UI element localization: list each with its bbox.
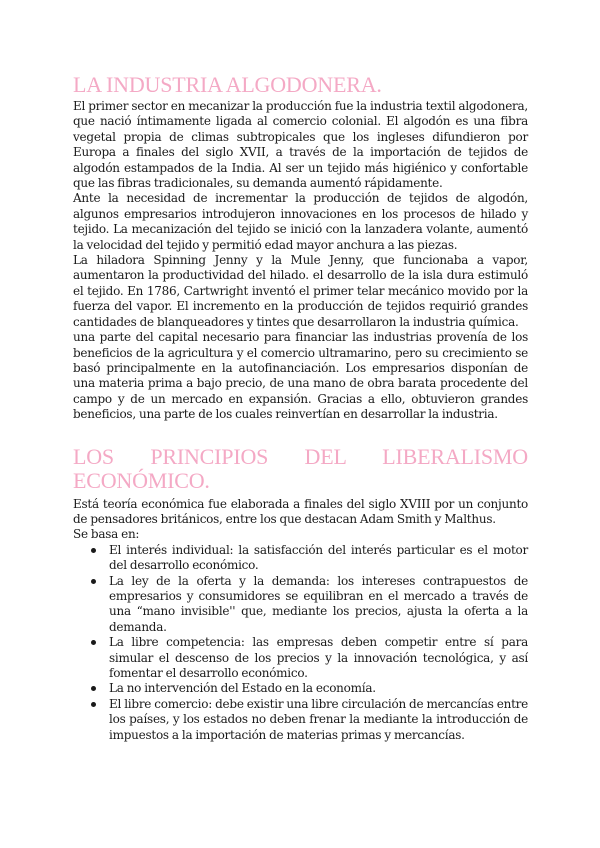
bullet-icon: [91, 640, 96, 645]
section-body: [73, 497, 528, 744]
section-title-liberalismo-economico: LOS PRINCIPIOS DEL LIBERALISMO ECONÓMICO.: [73, 443, 528, 493]
list-item-text: La libre competencia: las empresas deben competir entre sí para simular el descenso de los precios y la innovación tecnológica, y así fomentar el desarrollo económico.: [109, 635, 528, 680]
paragraph: Ante la necesidad de incrementar la producción de tejidos de algodón, algunos empresarios introdujeron innovaciones en los procesos de hilado y tejido. La mecanización del tejido se inició con la lanzadera volante, aumentó la velocidad del tejido y permitió edad mayor anchura a las piezas.: [73, 191, 528, 252]
list-item-text: El interés individual: la satisfacción del interés particular es el motor del desarrollo económico.: [109, 542, 528, 573]
list-item: [109, 681, 528, 696]
list-item: [109, 635, 528, 681]
section-title-industria-algodonera: LA INDUSTRIA ALGODONERA.: [73, 72, 382, 97]
bullet-icon: [91, 702, 96, 707]
list-item-text: La no intervención del Estado en la economía.: [109, 681, 376, 696]
paragraph: una parte del capital necesario para financiar las industrias provenía de los beneficios de la agricultura y el comercio ultramarino, pero su crecimiento se basó principalmente en la autofinanciación. Los empresarios disponían de una materia prima a bajo precio, de una mano de obra barata procedente del campo y de un mercado en expansión. Gracias a ello, obtuvieron grandes beneficios, una parte de los cuales reinvertían en desarrollar la industria.: [73, 330, 528, 422]
bullet-icon: [91, 548, 96, 553]
bullet-icon: [91, 579, 96, 584]
list-item-text: La ley de la oferta y la demanda: los intereses contrapuestos de empresarios y consumidores se equilibran en el mercado a través de una “mano invisible'' que, mediante los precios, ajusta la oferta a la demanda.: [109, 573, 528, 634]
principles-list: [73, 543, 528, 743]
list-item: [109, 574, 528, 636]
list-item: [109, 543, 528, 574]
list-label: Se basa en:: [73, 527, 140, 542]
page-content: [73, 73, 528, 743]
list-item-text: El libre comercio: debe existir una libre circulación de mercancías entre los países, y los estados no deben frenar la mediante la introducción de impuestos a la importación de materias primas y mercancías.: [109, 696, 528, 742]
bullet-icon: [91, 686, 96, 691]
paragraph: Está teoría económica fue elaborada a finales del siglo XVIII por un conjunto de pensadores británicos, entre los que destacan Adam Smith y Malthus.: [73, 496, 528, 526]
paragraph: La hiladora Spinning Jenny y la Mule Jenny, que funcionaba a vapor, aumentaron la productividad del hilado. el desarrollo de la isla dura estimuló el tejido. En 1786, Cartwright inventó el primer telar mecánico movido por la fuerza del vapor. El incremento en la producción de tejidos requirió grandes cantidades de blanqueadores y tintes que desarrollaron la industria química.: [73, 253, 528, 329]
paragraph: El primer sector en mecanizar la producción fue la industria textil algodonera, que nació íntimamente ligada al comercio colonial. El algodón es una fibra vegetal propia de climas subtropicales que los ingleses difundieron por Europa a finales del siglo XVII, a través de la importación de tejidos de algodón estampados de la India. Al ser un tejido más higiénico y confortable que las fibras tradicionales, su demanda aumentó rápidamente.: [73, 99, 528, 191]
section-body: [73, 99, 528, 423]
list-item: [109, 697, 528, 743]
